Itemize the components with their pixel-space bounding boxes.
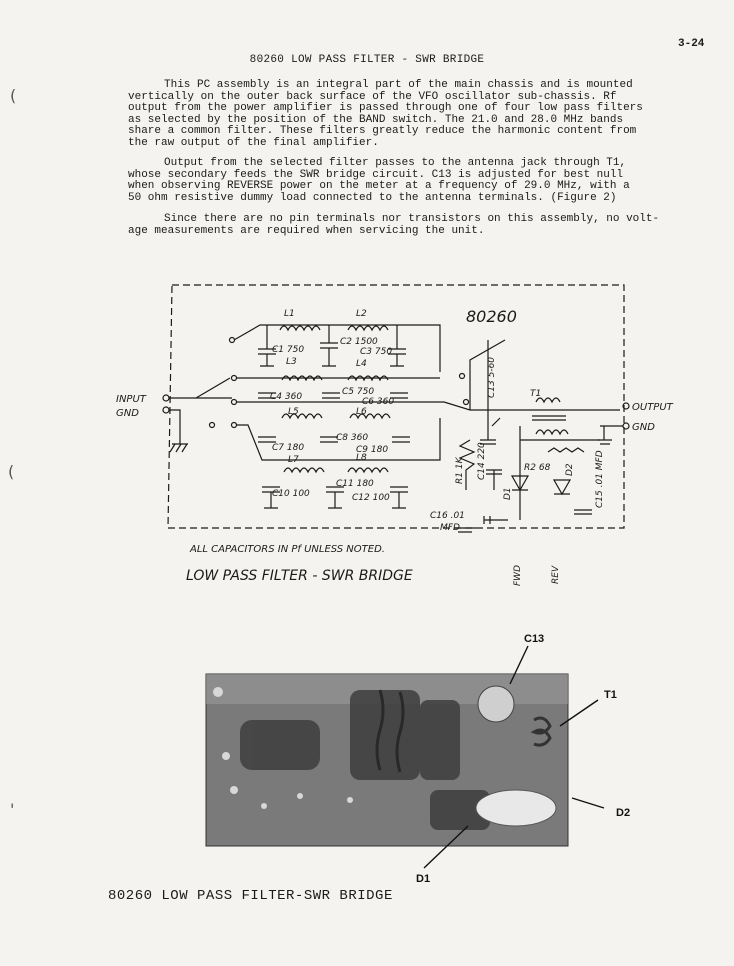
c2-label: C2 1500 bbox=[340, 337, 378, 347]
photo-label-c13: C13 bbox=[524, 633, 545, 645]
r1-label: R1 1K bbox=[455, 457, 465, 484]
d1-label: D1 bbox=[503, 487, 513, 500]
t1-label: T1 bbox=[530, 389, 542, 399]
c16-unit-label: MFD bbox=[440, 523, 460, 533]
photo-label-t1: T1 bbox=[604, 689, 617, 701]
l8-label: L8 bbox=[356, 453, 367, 463]
input-label: INPUT bbox=[116, 394, 146, 405]
d2-label: D2 bbox=[565, 463, 575, 476]
l2-label: L2 bbox=[356, 309, 367, 319]
text-line: 50 ohm resistive dummy load connected to the antenna terminals. (Figure 2) bbox=[128, 191, 617, 204]
margin-mark: ( bbox=[10, 86, 17, 105]
c3-label: C3 750 bbox=[360, 347, 393, 357]
text-line: age measurements are required when servicing the unit. bbox=[128, 224, 485, 237]
rev-label: REV bbox=[551, 565, 561, 584]
photo-caption: 80260 LOW PASS FILTER-SWR BRIDGE bbox=[108, 888, 393, 904]
text-line: when observing REVERSE power on the meter at a frequency of 29.0 MHz, with a bbox=[128, 180, 630, 193]
l6-label: L6 bbox=[356, 407, 367, 417]
board-label: 80260 bbox=[466, 307, 517, 326]
gnd-label-left: GND bbox=[116, 408, 139, 419]
c7-label: C7 180 bbox=[272, 443, 305, 453]
c10-label: C10 100 bbox=[272, 489, 310, 499]
r2-label: R2 68 bbox=[524, 463, 551, 473]
margin-mark: ' bbox=[10, 800, 15, 819]
document-title: 80260 LOW PASS FILTER - SWR BRIDGE bbox=[249, 54, 485, 66]
c11-label: C11 180 bbox=[336, 479, 374, 489]
margin-mark: ( bbox=[8, 462, 15, 481]
text-line: as selected by the position of the BAND switch. The 21.0 and 28.0 MHz bands bbox=[128, 113, 624, 126]
c5-label: C5 750 bbox=[342, 387, 375, 397]
c13-label: C13 5-60 bbox=[487, 356, 497, 398]
photo-label-d2: D2 bbox=[616, 807, 631, 819]
c15-label: C15 .01 MFD bbox=[595, 450, 605, 508]
c6-label: C6 360 bbox=[362, 397, 395, 407]
c12-label: C12 100 bbox=[352, 493, 390, 503]
text-line: Since there are no pin terminals nor transistors on this assembly, no volt- bbox=[164, 213, 660, 225]
schematic-caption: LOW PASS FILTER - SWR BRIDGE bbox=[186, 568, 413, 584]
c8-label: C8 360 bbox=[336, 433, 369, 443]
l7-label: L7 bbox=[288, 455, 299, 465]
text-line: whose secondary feeds the SWR bridge circuit. C13 is adjusted for best null bbox=[128, 168, 624, 181]
l3-label: L3 bbox=[286, 357, 297, 367]
c14-label: C14 220 bbox=[477, 442, 487, 480]
capacitor-note: ALL CAPACITORS IN Pf UNLESS NOTED. bbox=[190, 544, 385, 555]
l4-label: L4 bbox=[356, 359, 367, 369]
output-label: OUTPUT bbox=[632, 402, 673, 413]
text-line: share a common filter. These filters greatly reduce the harmonic content from bbox=[128, 125, 637, 138]
fwd-label: FWD bbox=[513, 564, 523, 586]
gnd-label-right: GND bbox=[632, 422, 655, 433]
c1-label: C1 750 bbox=[272, 345, 305, 355]
c16-label: C16 .01 bbox=[430, 511, 465, 521]
l1-label: L1 bbox=[284, 309, 295, 319]
c4-label: C4 360 bbox=[270, 392, 303, 402]
text-line: the raw output of the final amplifier. bbox=[128, 136, 379, 149]
page-number: 3-24 bbox=[678, 38, 705, 50]
l5-label: L5 bbox=[288, 407, 299, 417]
c9-label: C9 180 bbox=[356, 445, 389, 455]
text-line: This PC assembly is an integral part of the main chassis and is mounted bbox=[164, 79, 633, 91]
text-line: output from the power amplifier is passed through one of four low pass filters bbox=[128, 102, 643, 115]
text-line: Output from the selected filter passes to the antenna jack through T1, bbox=[164, 157, 627, 169]
board-photo bbox=[206, 674, 568, 846]
text-line: vertically on the outer back surface of the VFO oscillator sub-chassis. Rf bbox=[128, 90, 617, 103]
photo-label-d1: D1 bbox=[416, 873, 431, 885]
